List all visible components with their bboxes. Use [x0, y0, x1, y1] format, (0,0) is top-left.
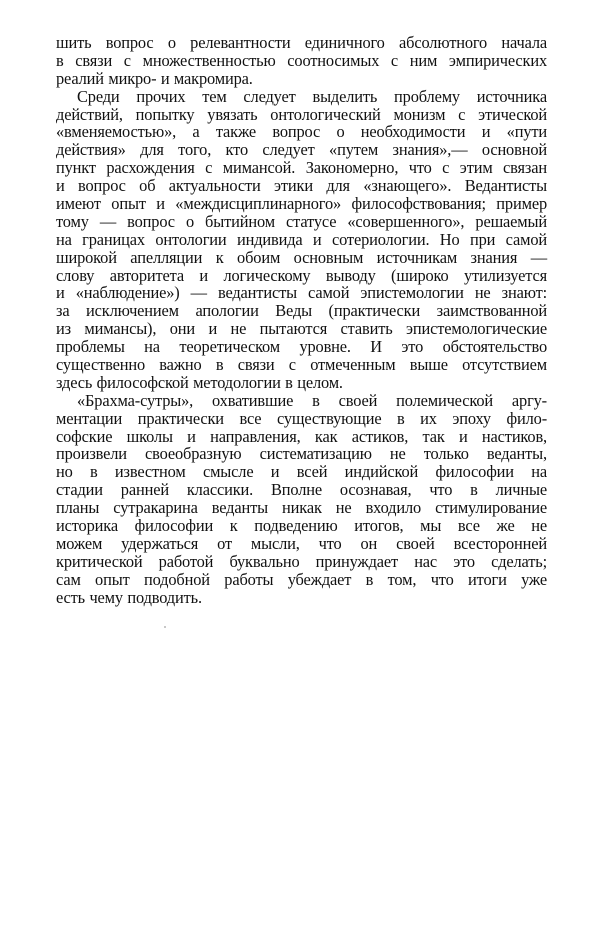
text-line: и «наблюдение») — ведантисты самой эпистемологии не знают:: [56, 283, 547, 303]
text-line: существенно важно в связи с отмеченным выше отсутствием: [56, 355, 547, 375]
text-line: критической работой буквально принуждает нас это сделать;: [56, 551, 547, 571]
text-line: и вопрос об актуальности этики для «знающего». Ведантисты: [56, 176, 547, 196]
text-line: тому — вопрос о бытийном статусе «совершенного», решаемый: [56, 211, 547, 231]
text-line: на границах онтологии индивида и сотериологии. Но при самой: [56, 229, 547, 249]
text-line: реалий микро- и макромира.: [56, 68, 253, 88]
text-line: проблемы на теоретическом уровне. И это обстоятельство: [56, 337, 547, 357]
text-line: здесь философской методологии в целом.: [56, 372, 343, 392]
paragraph-continuation: [56, 34, 547, 88]
text-line: есть чему подводить.: [56, 587, 202, 607]
text-line: сам опыт подобной работы убеждает в том, что итоги уже: [56, 569, 547, 589]
text-line: имеют опыт и «междисциплинарного» философствования; пример: [56, 194, 547, 214]
text-line: действий, попытку увязать онтологический монизм с этической: [56, 104, 547, 124]
text-line: действия» для того, кто следует «путем знания»,— основной: [56, 140, 547, 160]
text-line: Среди прочих тем следует выделить проблему источника: [77, 86, 547, 106]
text-line: в связи с множественностью соотносимых с ним эмпирических: [56, 50, 547, 70]
document-page: [56, 34, 547, 607]
text-line: планы сутракарина веданты никак не входило стимулирование: [56, 498, 547, 518]
text-line: ментации практически все существующие в их эпоху фило-: [56, 408, 547, 428]
text-line: широкой апелляции к обоим основным источникам знания —: [56, 247, 547, 267]
scan-speck: [164, 626, 166, 628]
text-line: пункт расхождения с мимансой. Закономерно, что с этим связан: [56, 158, 547, 178]
text-line: но в известном смысле и всей индийской философии на: [56, 462, 547, 482]
paragraph-sources-of-action: [56, 88, 547, 392]
text-line: «Брахма-сутры», охватившие в своей полемической аргу-: [77, 390, 547, 410]
text-line: историка философии к подведению итогов, мы все же не: [56, 516, 547, 536]
paragraph-brahma-sutras: [56, 392, 547, 607]
text-line: слову авторитета и логическому выводу (широко утилизуется: [56, 265, 547, 285]
text-line: можем удержаться от мысли, что он своей всесторонней: [56, 533, 547, 553]
text-line: из мимансы), они и не пытаются ставить эпистемологические: [56, 319, 547, 339]
text-line: произвели своеобразную систематизацию не только веданты,: [56, 444, 547, 464]
text-line: шить вопрос о релевантности единичного абсолютного начала: [56, 33, 547, 52]
text-line: «вменяемостью», а также вопрос о необходимости и «пути: [56, 122, 547, 142]
text-line: стадии ранней классики. Вполне осознавая, что в личные: [56, 480, 547, 500]
text-line: за исключением апологии Веды (практически заимствованной: [56, 301, 547, 321]
text-line: софские школы и направления, как астиков, так и настиков,: [56, 426, 547, 446]
